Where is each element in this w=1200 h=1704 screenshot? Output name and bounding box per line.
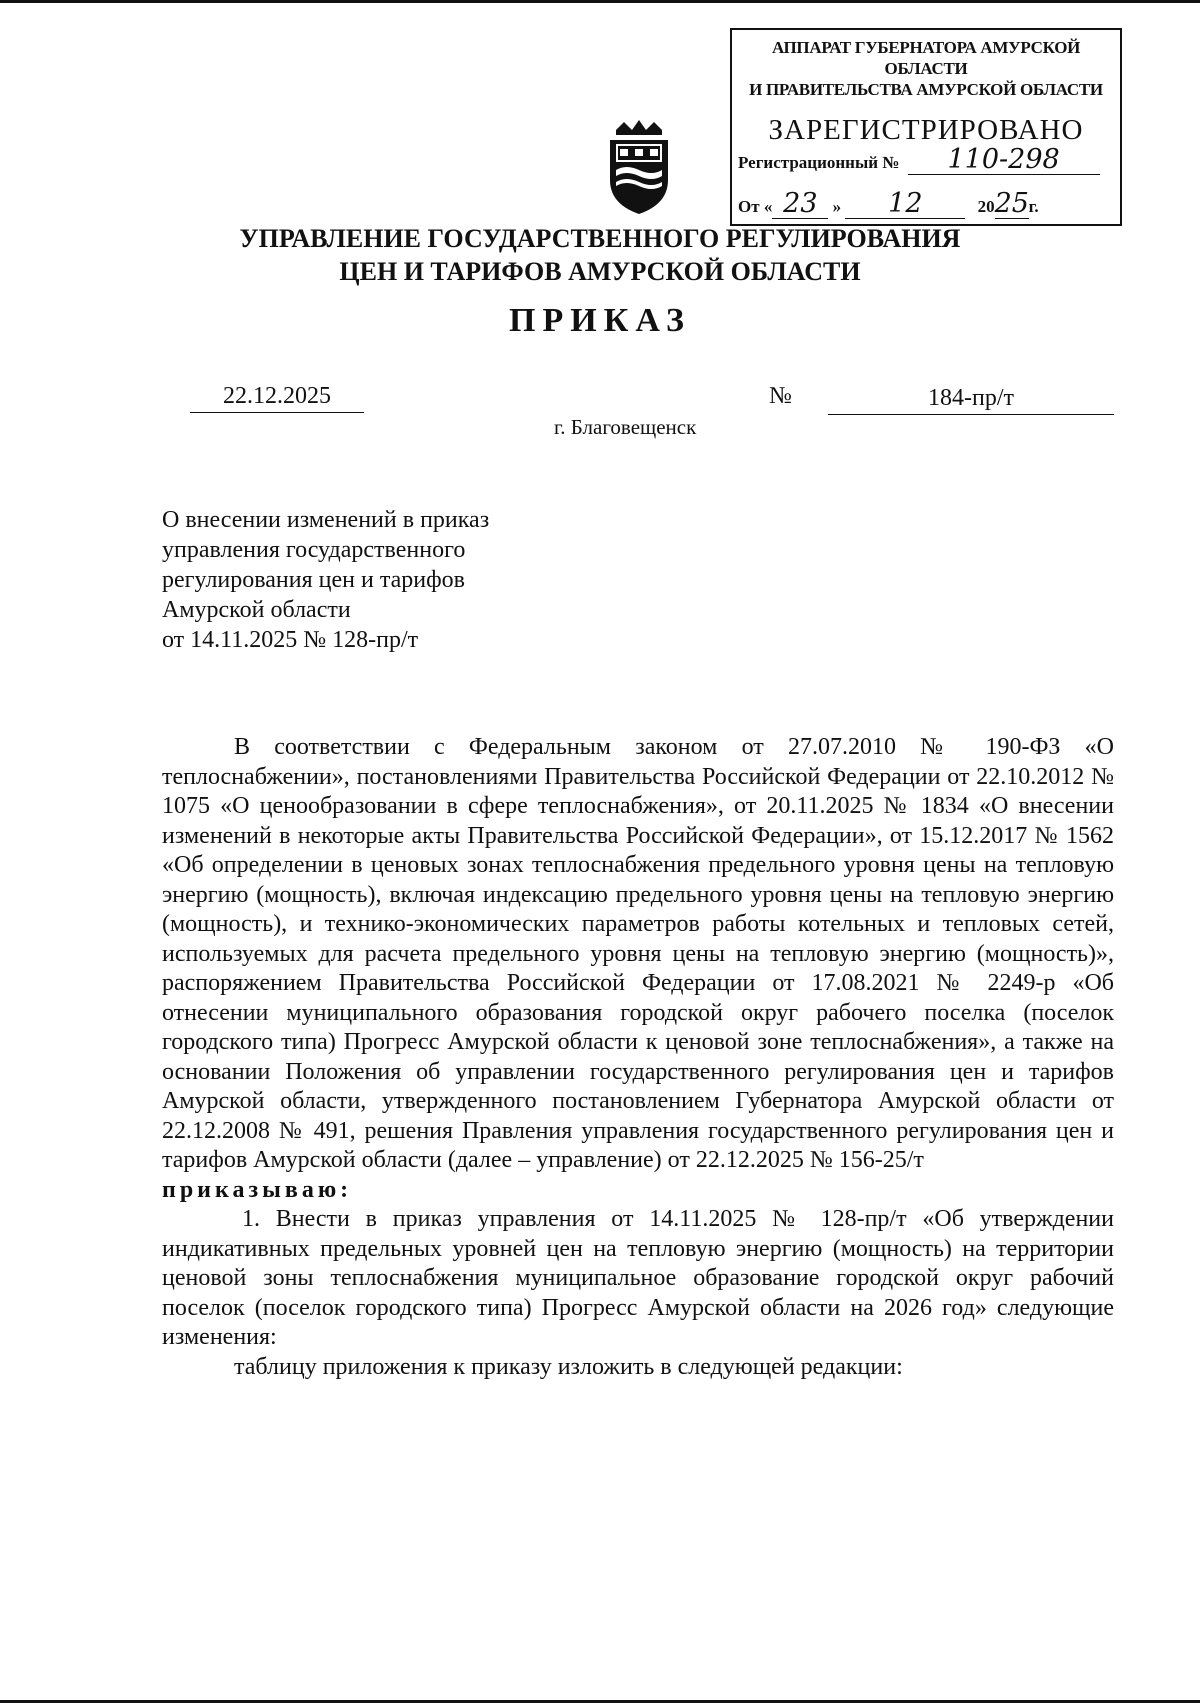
stamp-organization: [732, 30, 1120, 100]
stamp-date-year-suffix: 25: [994, 188, 1029, 219]
order-number: 184-пр/т: [828, 382, 1114, 415]
scan-top-border: [0, 0, 1200, 3]
order-city: г. Благовещенск: [554, 415, 697, 439]
order-date: 22.12.2025: [190, 380, 364, 413]
preamble-paragraph: В соответствии с Федеральным законом от 27.07.2010 № 190-ФЗ «О теплоснабжении», постановлениями Правительства Российской Федерации от 22.10.2012 № 1075 «О ценообразовании в сфере теплоснабжения», от 20.11.2025 № 1834 «О внесении изменений в некоторые акты Правительства Российской Федерации», от 15.12.2017 № 1562 «Об определении в ценовых зонах теплоснабжения предельного уровня цены на тепловую энергию (мощность), включая индексацию предельного уровня цены на тепловую энергию (мощность), и технико-экономических параметров работы котельных и тепловых сетей, используемых для расчета предельного уровня цены на тепловую энергию (мощность)», распоряжением Правительства Российской Федерации от 17.08.2021 № 2249-р «Об отнесении муниципального образования городской округ рабочего поселка (поселок городского типа) Прогресс Амурской области к ценовой зоне теплоснабжения», а также на основании Положения об управлении государственного регулирования цен и тарифов Амурской области, утвержденного постановлением Губернатора Амурской области от 22.12.2008 № 491, решения Правления управления государственного регулирования цен и тарифов Амурской области (далее – управление) от 22.12.2025 № 156-25/т: [162, 734, 1114, 1173]
stamp-date-year-prefix: 20: [977, 197, 995, 216]
subject-line: регулирования цен и тарифов: [162, 567, 465, 593]
coat-of-arms-emblem: [596, 118, 682, 218]
registration-stamp: [730, 28, 1122, 226]
order-item-1-detail: таблицу приложения к приказу изложить в следующей редакции:: [234, 1353, 903, 1380]
stamp-reg-number-row: [738, 146, 1100, 175]
document-title: ПРИКАЗ: [509, 302, 691, 339]
stamp-date-sep: »: [832, 197, 842, 216]
scan-bottom-border: [0, 1700, 1200, 1703]
order-subject: [162, 505, 582, 655]
stamp-date-year-end: г.: [1028, 197, 1039, 216]
subject-line: управления государственного: [162, 537, 466, 563]
subject-line: О внесении изменений в приказ: [162, 507, 490, 533]
stamp-date-row: [738, 190, 1039, 219]
issuing-authority: [160, 222, 1040, 288]
stamp-date-month: 12: [845, 190, 965, 219]
subject-line: Амурской области: [162, 597, 351, 623]
stamp-reg-number-label: Регистрационный №: [738, 153, 900, 172]
stamp-org-line1: АППАРАТ ГУБЕРНАТОРА АМУРСКОЙ ОБЛАСТИ: [771, 38, 1081, 78]
order-item-1: 1. Внести в приказ управления от 14.11.2025 № 128-пр/т «Об утверждении индикативных предельных уровней цен на тепловую энергию (мощность) на территории ценовой зоны теплоснабжения муниципальное образование городской округ рабочий поселок (поселок городского типа) Прогресс Амурской области на 2026 год» следующие изменения:: [162, 1206, 1114, 1350]
subject-line: от 14.11.2025 № 128-пр/т: [162, 627, 419, 653]
stamp-date-day: 23: [772, 190, 828, 219]
order-number-sign: №: [769, 383, 792, 409]
stamp-date-label: От «: [738, 197, 773, 216]
stamp-org-line2: И ПРАВИТЕЛЬСТВА АМУРСКОЙ ОБЛАСТИ: [749, 80, 1103, 99]
order-body: [162, 733, 1114, 1382]
stamp-reg-number-value: 110-298: [908, 146, 1100, 175]
authority-line2: ЦЕН И ТАРИФОВ АМУРСКОЙ ОБЛАСТИ: [339, 257, 861, 286]
order-word: приказываю:: [162, 1176, 353, 1203]
stamp-registered: ЗАРЕГИСТРИРОВАНО: [768, 114, 1084, 146]
authority-line1: УПРАВЛЕНИЕ ГОСУДАРСТВЕННОГО РЕГУЛИРОВАНИЯ: [239, 224, 961, 253]
